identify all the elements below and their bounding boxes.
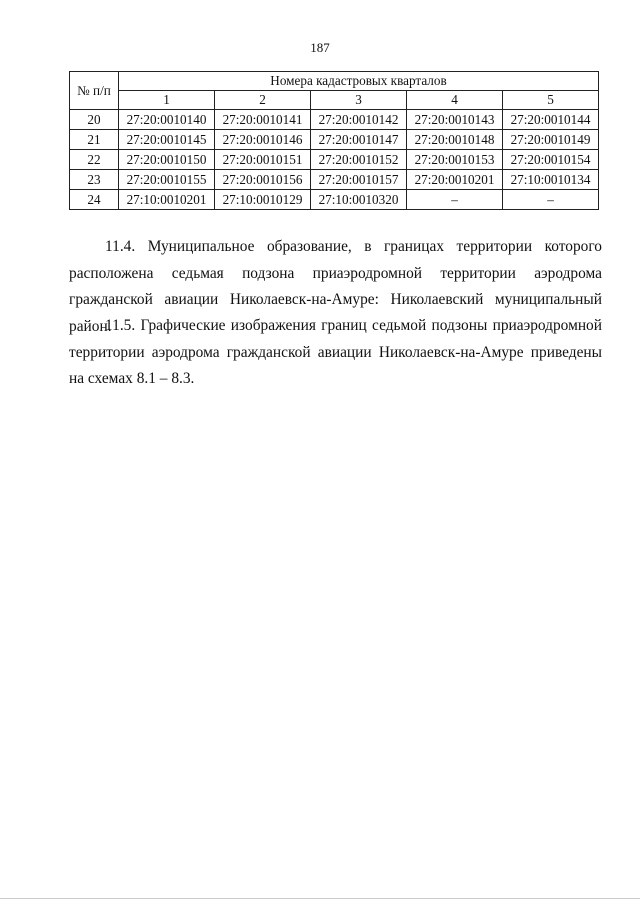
table-cell: 27:20:0010141 [215,110,311,130]
table-cell: 27:20:0010152 [311,150,407,170]
table-subheader-row [70,91,599,110]
row-number: 23 [70,170,119,190]
table-cell: 27:20:0010154 [503,150,599,170]
header-cadastral-numbers: Номера кадастровых кварталов [119,72,599,91]
table-cell: 27:20:0010151 [215,150,311,170]
cadastral-quarters-table [69,71,599,210]
page-number: 187 [310,40,330,55]
page-bottom-edge [0,898,640,899]
table-row [70,130,599,150]
header-row-number: № п/п [70,72,119,110]
column-header: 1 [119,91,215,110]
column-header: 5 [503,91,599,110]
table-cell: 27:20:0010145 [119,130,215,150]
paragraph-text: 11.5. Графические изображения границ седьмой подзоны приаэродромной территории аэродрома гражданской авиации Николаевск-на-Амуре приведены на схемах 8.1 – 8.3. [69,317,602,387]
table-cell: 27:20:0010142 [311,110,407,130]
column-header: 3 [311,91,407,110]
table-row [70,190,599,210]
column-header: 4 [407,91,503,110]
table-cell: 27:20:0010147 [311,130,407,150]
table-cell: 27:20:0010153 [407,150,503,170]
table-cell: 27:20:0010201 [407,170,503,190]
row-number: 20 [70,110,119,130]
paragraph-text: 11.4. Муниципальное образование, в границах территории которого расположена седьмая подзона приаэродромной территории аэродрома гражданской авиации Николаевск-на-Амуре: Николаевский муниципальный район. [69,238,602,335]
table-cell: 27:20:0010149 [503,130,599,150]
table-cell: 27:20:0010140 [119,110,215,130]
table-cell: 27:20:0010143 [407,110,503,130]
table-cell: 27:20:0010157 [311,170,407,190]
table-cell: 27:10:0010320 [311,190,407,210]
table-cell: 27:10:0010134 [503,170,599,190]
table-header-row [70,72,599,91]
table-cell: 27:10:0010129 [215,190,311,210]
table-cell: 27:20:0010148 [407,130,503,150]
row-number: 21 [70,130,119,150]
table-cell: 27:20:0010150 [119,150,215,170]
table-cell: 27:20:0010155 [119,170,215,190]
table-cell: – [407,190,503,210]
row-number: 22 [70,150,119,170]
table-cell: – [503,190,599,210]
table-cell: 27:20:0010156 [215,170,311,190]
table-row [70,150,599,170]
table-cell: 27:20:0010146 [215,130,311,150]
table-cell: 27:20:0010144 [503,110,599,130]
column-header: 2 [215,91,311,110]
paragraph-11-5 [69,313,602,393]
row-number: 24 [70,190,119,210]
table-cell: 27:10:0010201 [119,190,215,210]
table-row [70,170,599,190]
table-row [70,110,599,130]
